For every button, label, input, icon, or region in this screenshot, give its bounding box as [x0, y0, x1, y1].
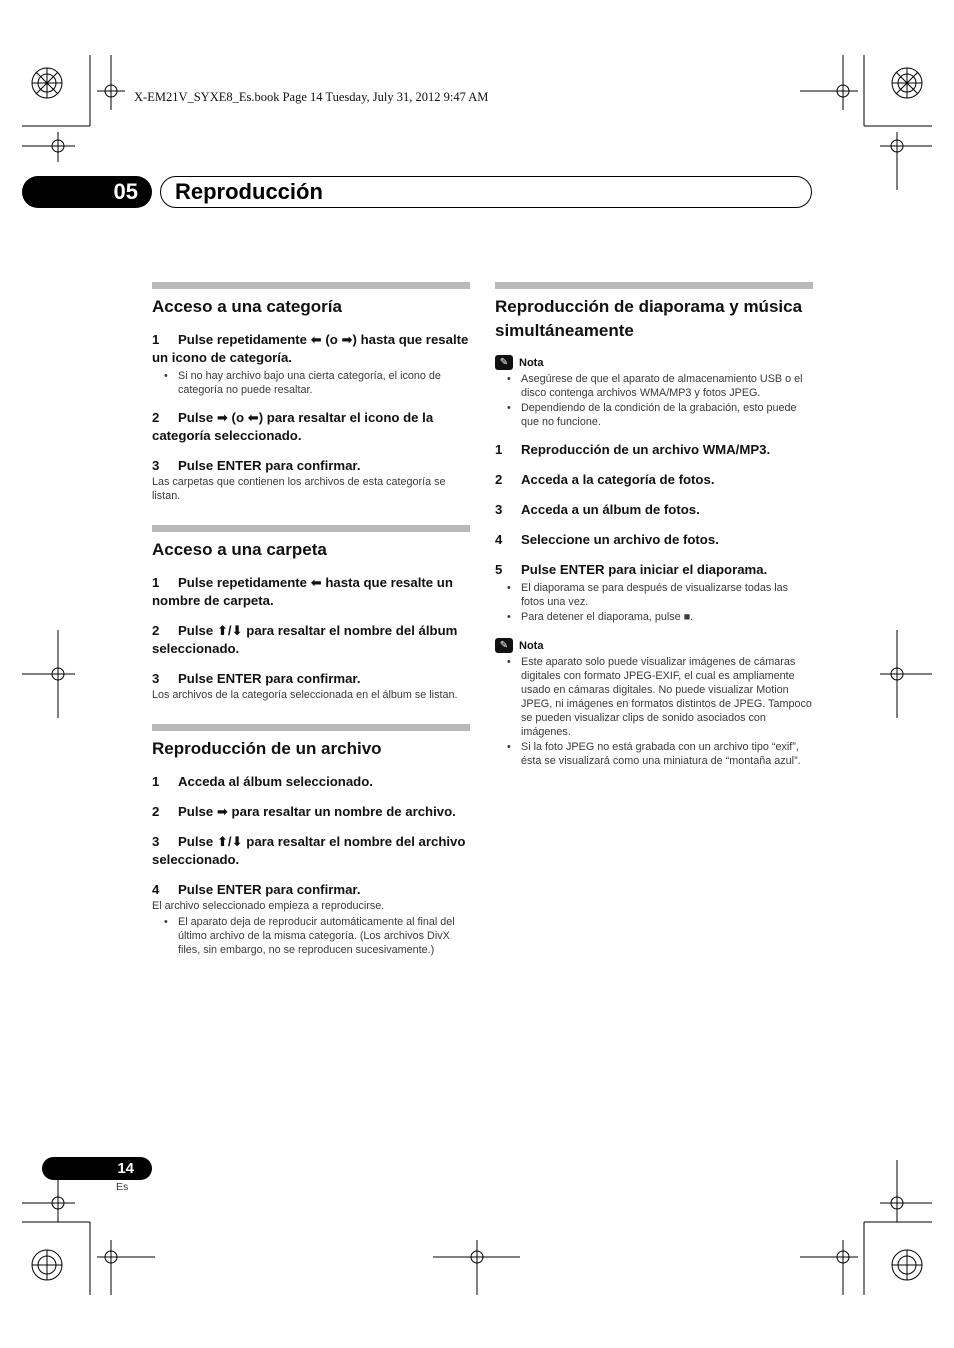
step-number: 3 [495, 502, 503, 517]
bullet-item: • Si no hay archivo bajo una cierta categoría, el icono de categoría no puede resaltar. [152, 369, 470, 397]
step-text: Pulse ENTER para confirmar. [178, 458, 361, 473]
step [152, 881, 470, 899]
step [152, 574, 470, 610]
starburst-mark-top-right [892, 68, 922, 98]
step-number: 3 [152, 834, 160, 849]
bullet-item: • Este aparato solo puede visualizar imágenes de cámaras digitales con formato JPEG-EXIF, el cual es ampliamente usado en cámaras digitales. No puede visualizar Motion JPEG, ni imágenes en formatos distintos de JPEG. Tampoco se pueden visualizar clips de sonido asociados con imágenes. [495, 655, 813, 739]
section-reproduccion-archivo [152, 724, 470, 957]
section-bar [152, 724, 470, 731]
step-number: 3 [152, 671, 160, 686]
step-text: Seleccione un archivo de fotos. [521, 532, 719, 547]
bullet-item: • Para detener el diaporama, pulse ■. [495, 610, 813, 624]
step-text: Pulse ENTER para confirmar. [178, 671, 361, 686]
step-number: 1 [152, 774, 160, 789]
step-number: 4 [152, 882, 160, 897]
bullet-list [495, 655, 813, 768]
bullet-list [495, 372, 813, 429]
file-header: X-EM21V_SYXE8_Es.book Page 14 Tuesday, July 31, 2012 9:47 AM [134, 90, 489, 104]
step-text: Pulse repetidamente ⬅ hasta que resalte un nombre de carpeta. [152, 575, 453, 608]
bullet-list [152, 369, 470, 397]
step [152, 773, 470, 791]
note-icon: ✎ [495, 638, 513, 653]
step-number: 1 [495, 442, 503, 457]
section-acceso-categoria [152, 282, 470, 503]
step-text: Pulse ⬆/⬇ para resaltar el nombre del archivo seleccionado. [152, 834, 466, 867]
bullet-item: • Asegúrese de que el aparato de almacenamiento USB o el disco contenga archivos WMA/MP3 y fotos JPEG. [495, 372, 813, 400]
bullet-list [495, 581, 813, 624]
section-title: Acceso a una carpeta [152, 540, 327, 559]
section-bar [495, 282, 813, 289]
step [152, 409, 470, 445]
step-text: Pulse ➡ (o ⬅) para resaltar el icono de la categoría seleccionado. [152, 410, 434, 443]
chapter-title-bar [160, 176, 812, 208]
step [152, 331, 470, 367]
section-diaporama [495, 282, 813, 768]
chapter-number-badge [22, 176, 152, 208]
step-description: Las carpetas que contienen los archivos de esta categoría se listan. [152, 476, 446, 502]
bullet-list [152, 915, 470, 957]
step [495, 531, 813, 549]
step-text: Pulse ⬆/⬇ para resaltar el nombre del álbum seleccionado. [152, 623, 458, 656]
starburst-mark-top-left [32, 68, 62, 98]
left-column [152, 282, 470, 958]
starburst-mark-bottom-left [32, 1250, 62, 1280]
chapter-number: 05 [113, 179, 138, 204]
step-description: Los archivos de la categoría seleccionada en el álbum se listan. [152, 689, 458, 701]
section-acceso-carpeta [152, 525, 470, 702]
step-text: Reproducción de un archivo WMA/MP3. [521, 442, 771, 457]
step-number: 3 [152, 458, 160, 473]
starburst-mark-bottom-right [892, 1250, 922, 1280]
note-icon: ✎ [495, 355, 513, 370]
section-title: Reproducción de un archivo [152, 739, 382, 758]
step-text: Pulse ENTER para confirmar. [178, 882, 361, 897]
step [152, 803, 470, 821]
step [495, 441, 813, 459]
step [495, 501, 813, 519]
step-number: 2 [152, 623, 160, 638]
bullet-item: • El aparato deja de reproducir automáticamente al final del último archivo de la misma categoría. (Los archivos DivX files, sin embargo, no se reproducen sucesivamente.) [152, 915, 470, 957]
step [495, 561, 813, 579]
step-text: Pulse repetidamente ⬅ (o ➡) hasta que resalte un icono de categoría. [152, 332, 469, 365]
section-bar [152, 525, 470, 532]
step-number: 2 [152, 804, 160, 819]
right-column [495, 282, 813, 769]
step [152, 833, 470, 869]
bullet-item: • Dependiendo de la condición de la grabación, esto puede que no funcione. [495, 401, 813, 429]
step-number: 2 [152, 410, 160, 425]
section-title: Acceso a una categoría [152, 297, 342, 316]
step-text: Acceda a la categoría de fotos. [521, 472, 715, 487]
page-number-badge [42, 1157, 152, 1180]
step [152, 622, 470, 658]
section-title: Reproducción de diaporama y música simultáneamente [495, 297, 803, 340]
step-description: El archivo seleccionado empieza a reproducirse. [152, 900, 385, 912]
step [152, 670, 470, 688]
step-text: Pulse ➡ para resaltar un nombre de archivo. [178, 804, 456, 819]
step-number: 5 [495, 562, 503, 577]
step-number: 1 [152, 332, 160, 347]
step-number: 1 [152, 575, 160, 590]
step-text: Acceda al álbum seleccionado. [178, 774, 373, 789]
note-header [495, 355, 813, 370]
bullet-item: • Si la foto JPEG no está grabada con un archivo tipo “exif”, ésta se visualizará como una miniatura de “montaña azul”. [495, 740, 813, 768]
chapter-title: Reproducción [175, 179, 323, 204]
step-text: Pulse ENTER para iniciar el diaporama. [521, 562, 768, 577]
step [152, 457, 470, 475]
step-number: 2 [495, 472, 503, 487]
bullet-item: • El diaporama se para después de visualizarse todas las fotos una vez. [495, 581, 813, 609]
page-language: Es [116, 1181, 129, 1193]
step-number: 4 [495, 532, 503, 547]
note-header [495, 638, 813, 653]
note-label: Nota [519, 356, 544, 369]
step [495, 471, 813, 489]
step-text: Acceda a un álbum de fotos. [521, 502, 700, 517]
section-bar [152, 282, 470, 289]
page-number: 14 [117, 1160, 134, 1177]
note-label: Nota [519, 639, 544, 652]
